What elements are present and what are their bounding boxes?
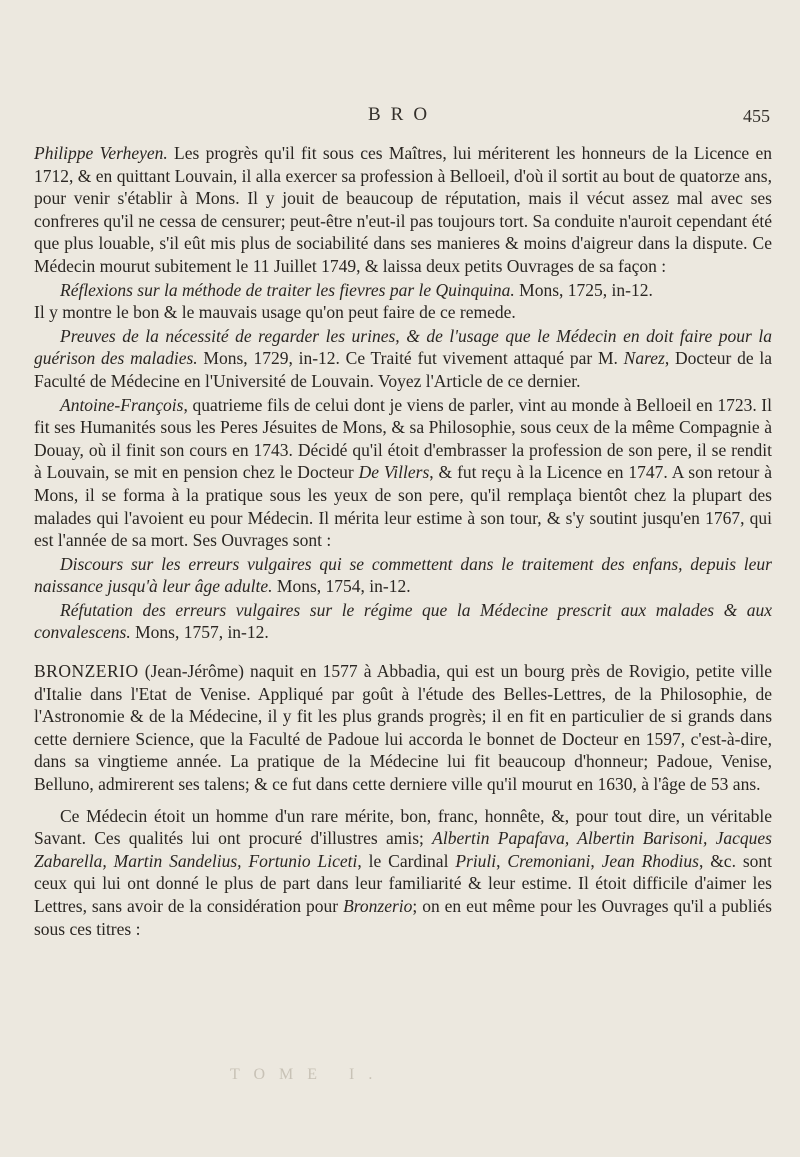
page-number: 455 [743, 106, 770, 126]
work-entry-reflexions [34, 279, 772, 302]
paragraph-text: (Jean-Jérôme) naquit en 1577 à Abbadia, qui est un bourg près de Rovigio, petite ville d'Italie dans l'Etat de Venise. Appliqué par goût à l'étude des Belles-Lettres, de la Philosophie, de l'Astronomie & de la Médecine, il y fit les plus grands progrès; il en fit en particulier de si grands dans cette derniere Science, que la Faculté de Padoue lui accorda le bonnet de Docteur en 1597, c'est-à-dire, dans sa vingtieme année. La pratique de la Médecine lui fit beaucoup d'honneur; Padoue, Venise, Belluno, admirerent ses talens; & ce fut dans cette derniere ville qu'il mourut en 1630, à l'âge de 53 ans. [34, 661, 772, 795]
work-title: Discours sur les erreurs vulgaires qui se commettent dans le traitement des enfans, depuis leur naissance jusqu'à leur âge adulte. [34, 553, 772, 597]
paragraph-antoine-francois [34, 394, 772, 552]
work-note-text: Il y montre le bon & le mauvais usage qu'on peut faire de ce remede. [34, 302, 516, 323]
work-title: Réfutation des erreurs vulgaires sur le régime que la Médecine prescrit aux malades & aux convalescens. [34, 599, 772, 643]
work-publication: Mons, 1754, in-12. [272, 576, 411, 597]
paragraph-verheyen-continuation [34, 142, 772, 278]
paragraph-text: , &c. sont ceux qui lui ont donné le plus de part dans leur familiarité & leur estime. Il étoit difficile d'aimer les Lettres, sans avoir de la considération pour [34, 850, 772, 916]
person-name: Jean Rhodius [601, 850, 699, 871]
paragraph-text: Les progrès qu'il fit sous ces Maîtres, lui mériterent les honneurs de la Licence en 1712, & en quittant Louvain, il alla exercer sa profession à Belloeil, d'où il sortit au bout de quatorze ans, pour venir s'établir à Mons. Il y jouit de beaucoup de réputation, mais il vécut assez mal avec ses confreres qu'il ne cessa de censurer; peut-être n'eut-il pas toujours tort. Sa conduite n'auroit cependant été que plus louable, s'il eût mis plus de sociabilité dans ses manieres & moins d'aigreur dans la dispute. Ce Médecin mourut subitement le 11 Juillet 1749, & laissa deux petits Ouvrages de sa façon : [34, 143, 772, 276]
work-entry-refutation [34, 599, 772, 644]
paragraph-text: Ce Médecin étoit un homme d'un rare mérite, bon, franc, honnête, &, pour tout dire, un véritable Savant. Ces qualités lui ont procuré d'illustres amis; [34, 805, 772, 849]
paragraph-text: ; on en eut même pour les Ouvrages qu'il a publiés sous ces titres : [34, 896, 772, 939]
person-name: Philippe Verheyen. [34, 143, 168, 163]
paragraph-text: , [496, 850, 508, 871]
work-entry-discours [34, 553, 772, 598]
page-header [0, 104, 800, 134]
paragraph-bronzerio-friends [34, 805, 772, 941]
bleed-through-footer: TOME I. [230, 1066, 387, 1083]
paragraph-text: , quatrieme fils de celui dont je viens de parler, vint au monde à Belloeil en 1723. Il fit ses Humanités sous les Peres Jésuites de Mons, & sa Philosophie, sous ceux de la même Compagnie à Douay, où il finit son cours en 1743. Décidé qu'il étoit d'embrasser la profession de son pere, il se rendit à Louvain, se mit en pension chez le Docteur [34, 394, 772, 483]
work-publication: Mons, 1725, in-12. [514, 279, 653, 300]
paragraph-text: , le Cardinal [357, 850, 456, 871]
person-name: Antoine-François [60, 394, 184, 415]
work-entry-preuves [34, 325, 772, 393]
work-title: Preuves de la nécessité de regarder les urines, & de l'usage que le Médecin en doit faire pour la guérison des maladies. [34, 325, 772, 369]
text-body [34, 142, 772, 940]
work-note-text: , Docteur de la Faculté de Médecine en l'Université de Louvain. Voyez l'Article de ce dernier. [34, 348, 772, 391]
work-publication: Mons, 1757, in-12. [130, 622, 269, 643]
entry-bronzerio [34, 660, 772, 796]
person-name: Bronzerio [343, 896, 413, 916]
work-publication: Mons, 1729, in-12. Ce Traité fut vivement attaqué par M. [197, 348, 624, 369]
paragraph-text: , [590, 850, 602, 871]
person-name: Priuli [455, 850, 497, 871]
person-name: Albertin Papafava, Albertin Barisoni, Jacques Zabarella, Martin Sandelius, Fortunio Liceti [34, 828, 772, 871]
person-name: Narez [623, 348, 665, 369]
entry-headword: BRONZERIO [34, 661, 139, 682]
work-title: Réflexions sur la méthode de traiter les fievres par le Quinquina. [60, 279, 515, 300]
work-note [34, 301, 772, 324]
paragraph-text: , & fut reçu à la Licence en 1747. A son retour à Mons, il se forma à la pratique sous les yeux de son pere, qu'il remplaça bientôt chez la plupart des malades qui l'avoient eu pour Médecin. Il mérita leur estime à son tour, & s'y soutint jusqu'en 1767, qui est l'année de sa mort. Ses Ouvrages sont : [34, 462, 772, 551]
person-name: De Villers [358, 462, 430, 483]
running-head: BRO [368, 104, 438, 125]
person-name: Cremoniani [507, 850, 591, 871]
